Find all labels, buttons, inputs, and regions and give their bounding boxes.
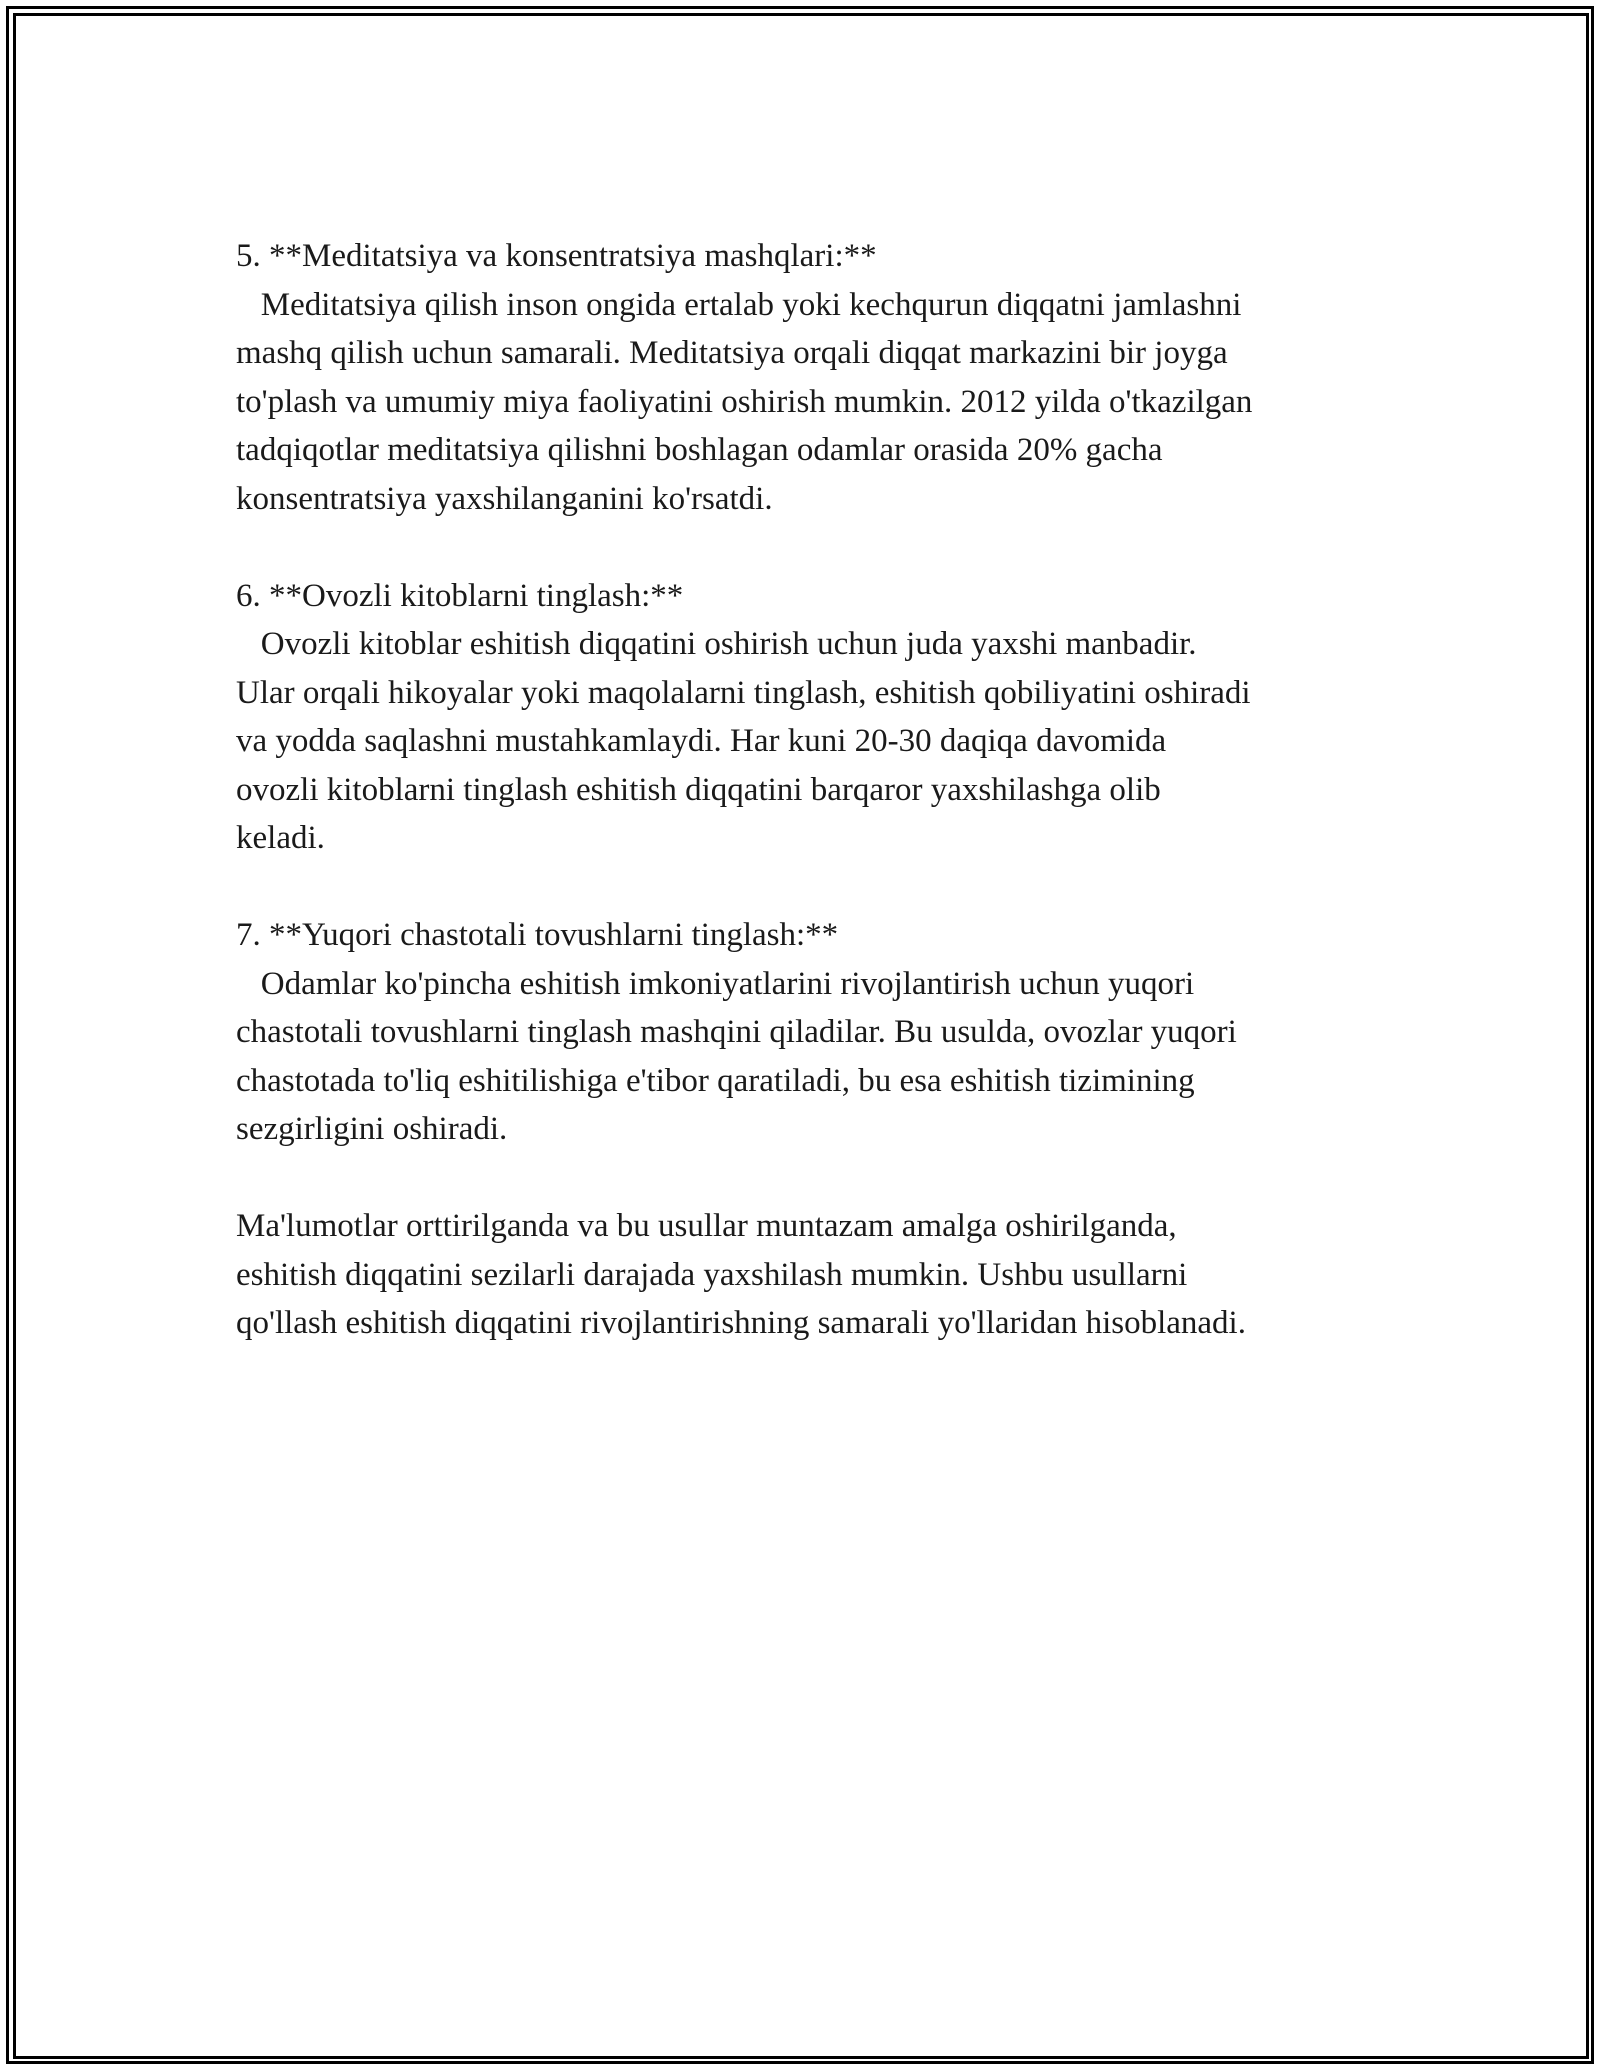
paragraph-line: chastotada to'liq eshitilishiga e'tibor qaratiladi, bu esa eshitish tizimining [236, 1062, 1195, 1099]
section-heading: 6. **Ovozli kitoblarni tinglash:** [236, 577, 684, 614]
section-heading: 7. **Yuqori chastotali tovushlarni tinglash:** [236, 917, 839, 953]
paragraph-line: tadqiqotlar meditatsiya qilishni boshlagan odamlar orasida 20% gacha [236, 432, 1163, 468]
section-heading: 5. **Meditatsiya va konsentratsiya mashqlari:** [236, 238, 877, 274]
paragraph-line: va yodda saqlashni mustahkamlaydi. Har kuni 20-30 daqiqa davomida [236, 723, 1167, 759]
paragraph-line: konsentratsiya yaxshilanganini ko'rsatdi. [236, 480, 773, 517]
paragraph-line: Meditatsiya qilish inson ongida ertalab yoki kechqurun diqqatni jamlashni [236, 286, 1242, 323]
document-body [236, 232, 1396, 1396]
paragraph-line: Ovozli kitoblar eshitish diqqatini oshirish uchun juda yaxshi manbadir. [236, 626, 1197, 662]
paragraph-line: Ular orqali hikoyalar yoki maqolalarni tinglash, eshitish qobiliyatini oshiradi [236, 674, 1251, 711]
conclusion-paragraph [236, 1202, 1396, 1348]
section-audiobooks [236, 572, 1396, 863]
section-high-frequency [236, 911, 1396, 1154]
paragraph-line: sezgirligini oshiradi. [236, 1111, 508, 1147]
section-meditation [236, 232, 1396, 523]
paragraph-line: to'plash va umumiy miya faoliyatini oshirish mumkin. 2012 yilda o'tkazilgan [236, 383, 1253, 420]
paragraph-line: qo'llash eshitish diqqatini rivojlantirishning samarali yo'llaridan hisoblanadi. [236, 1305, 1246, 1341]
paragraph-line: eshitish diqqatini sezilarli darajada yaxshilash mumkin. Ushbu usullarni [236, 1256, 1188, 1293]
paragraph-line: mashq qilish uchun samarali. Meditatsiya orqali diqqat markazini bir joyga [236, 335, 1228, 371]
paragraph-line: ovozli kitoblarni tinglash eshitish diqqatini barqaror yaxshilashga olib [236, 771, 1161, 808]
paragraph-line: Ma'lumotlar orttirilganda va bu usullar muntazam amalga oshirilganda, [236, 1208, 1177, 1244]
paragraph-line: Odamlar ko'pincha eshitish imkoniyatlarini rivojlantirish uchun yuqori [236, 965, 1195, 1002]
paragraph-line: chastotali tovushlarni tinglash mashqini qiladilar. Bu usulda, ovozlar yuqori [236, 1014, 1237, 1050]
paragraph-line: keladi. [236, 820, 325, 856]
